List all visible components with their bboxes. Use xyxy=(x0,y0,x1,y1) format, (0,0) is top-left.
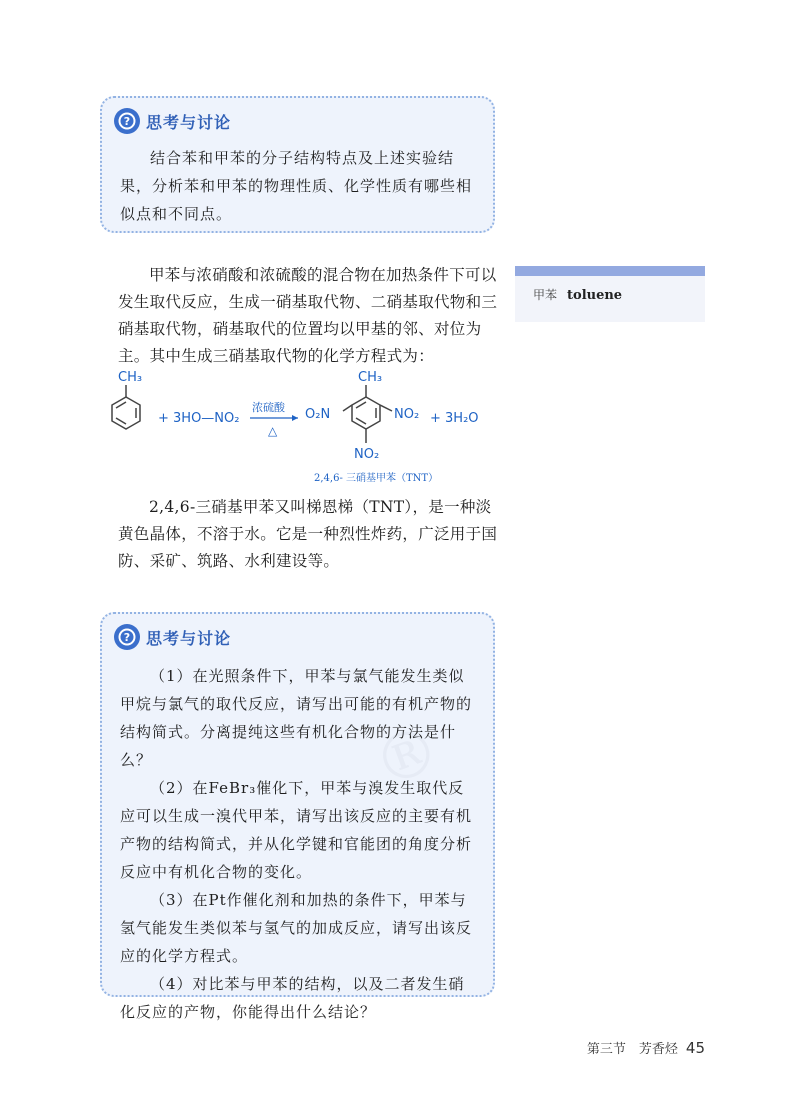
page-number: 45 xyxy=(685,1039,705,1057)
question-3: （3）在Pt作催化剂和加热的条件下，甲苯与氢气能发生类似苯与氢气的加成反应，请写出该反应的化学方程式。 xyxy=(120,891,473,965)
registered-watermark: ® xyxy=(364,711,450,803)
svg-text:?: ? xyxy=(123,115,131,128)
discussion-header xyxy=(114,108,231,134)
question-icon xyxy=(114,624,140,650)
discussion-title: 思考与讨论 xyxy=(146,628,232,648)
no2-bottom-label: NO₂ xyxy=(354,447,380,462)
condition-bottom: △ xyxy=(268,424,278,438)
discussion-box-1 xyxy=(100,96,495,233)
tnt-structure xyxy=(343,385,392,443)
note-bar xyxy=(515,266,705,276)
discussion-title: 思考与讨论 xyxy=(146,112,232,132)
note-row xyxy=(515,276,705,313)
no2-right-label: NO₂ xyxy=(394,407,420,422)
ch3-left: CH₃ xyxy=(118,370,143,385)
question-4: （4）对比苯与甲苯的结构，以及二者发生硝化反应的产物，你能得出什么结论？ xyxy=(120,975,465,1021)
vocabulary-note xyxy=(515,266,705,322)
nitration-equation xyxy=(100,365,500,490)
paragraph-nitration xyxy=(118,262,498,370)
condition-top: 浓硫酸 xyxy=(252,401,285,414)
question-1: （1）在光照条件下，甲苯与氯气能发生类似甲烷与氯气的取代反应，请写出可能的有机产物的结构简式。分离提纯这些有机化合物的方法是什么？ xyxy=(120,667,473,769)
paragraph-text: 甲苯与浓硝酸和浓硫酸的混合物在加热条件下可以发生取代反应，生成一硝基取代物、二硝基取代物和三硝基取代物，硝基取代的位置均以甲基的邻、对位为主。其中生成三硝基取代物的化学方程式为： xyxy=(118,266,498,365)
product-label: 2,4,6- 三硝基甲苯（TNT） xyxy=(314,473,439,484)
paragraph-text: 2,4,6-三硝基甲苯又叫梯恩梯（TNT），是一种淡黄色晶体，不溶于水。它是一种烈性炸药，广泛用于国防、采矿、筑路、水利建设等。 xyxy=(118,498,498,570)
svg-text:?: ? xyxy=(123,631,131,644)
question-2: （2）在FeBr₃催化下，甲苯与溴发生取代反应可以生成一溴代甲苯，请写出该反应的主要有机产物的结构简式，并从化学键和官能团的角度分析反应中有机化合物的变化。 xyxy=(120,779,473,881)
discussion-body xyxy=(120,144,475,228)
paragraph-tnt xyxy=(118,494,498,575)
term-english: toluene xyxy=(567,288,623,303)
ch3-right: CH₃ xyxy=(358,370,383,385)
discussion-header xyxy=(114,624,231,650)
o2n-label: O₂N xyxy=(305,407,331,422)
toluene-structure xyxy=(112,385,140,429)
discussion-text: 结合苯和甲苯的分子结构特点及上述实验结果，分析苯和甲苯的物理性质、化学性质有哪些相似点和不同点。 xyxy=(120,149,473,223)
term-chinese: 甲苯 xyxy=(533,288,558,302)
page-footer xyxy=(587,1038,705,1057)
question-icon xyxy=(114,108,140,134)
section-title: 第三节 芳香烃 xyxy=(586,1042,678,1057)
discussion-box-2 xyxy=(100,612,495,1021)
reagent: + 3HO—NO₂ xyxy=(158,411,240,426)
water-product: + 3H₂O xyxy=(430,411,479,426)
